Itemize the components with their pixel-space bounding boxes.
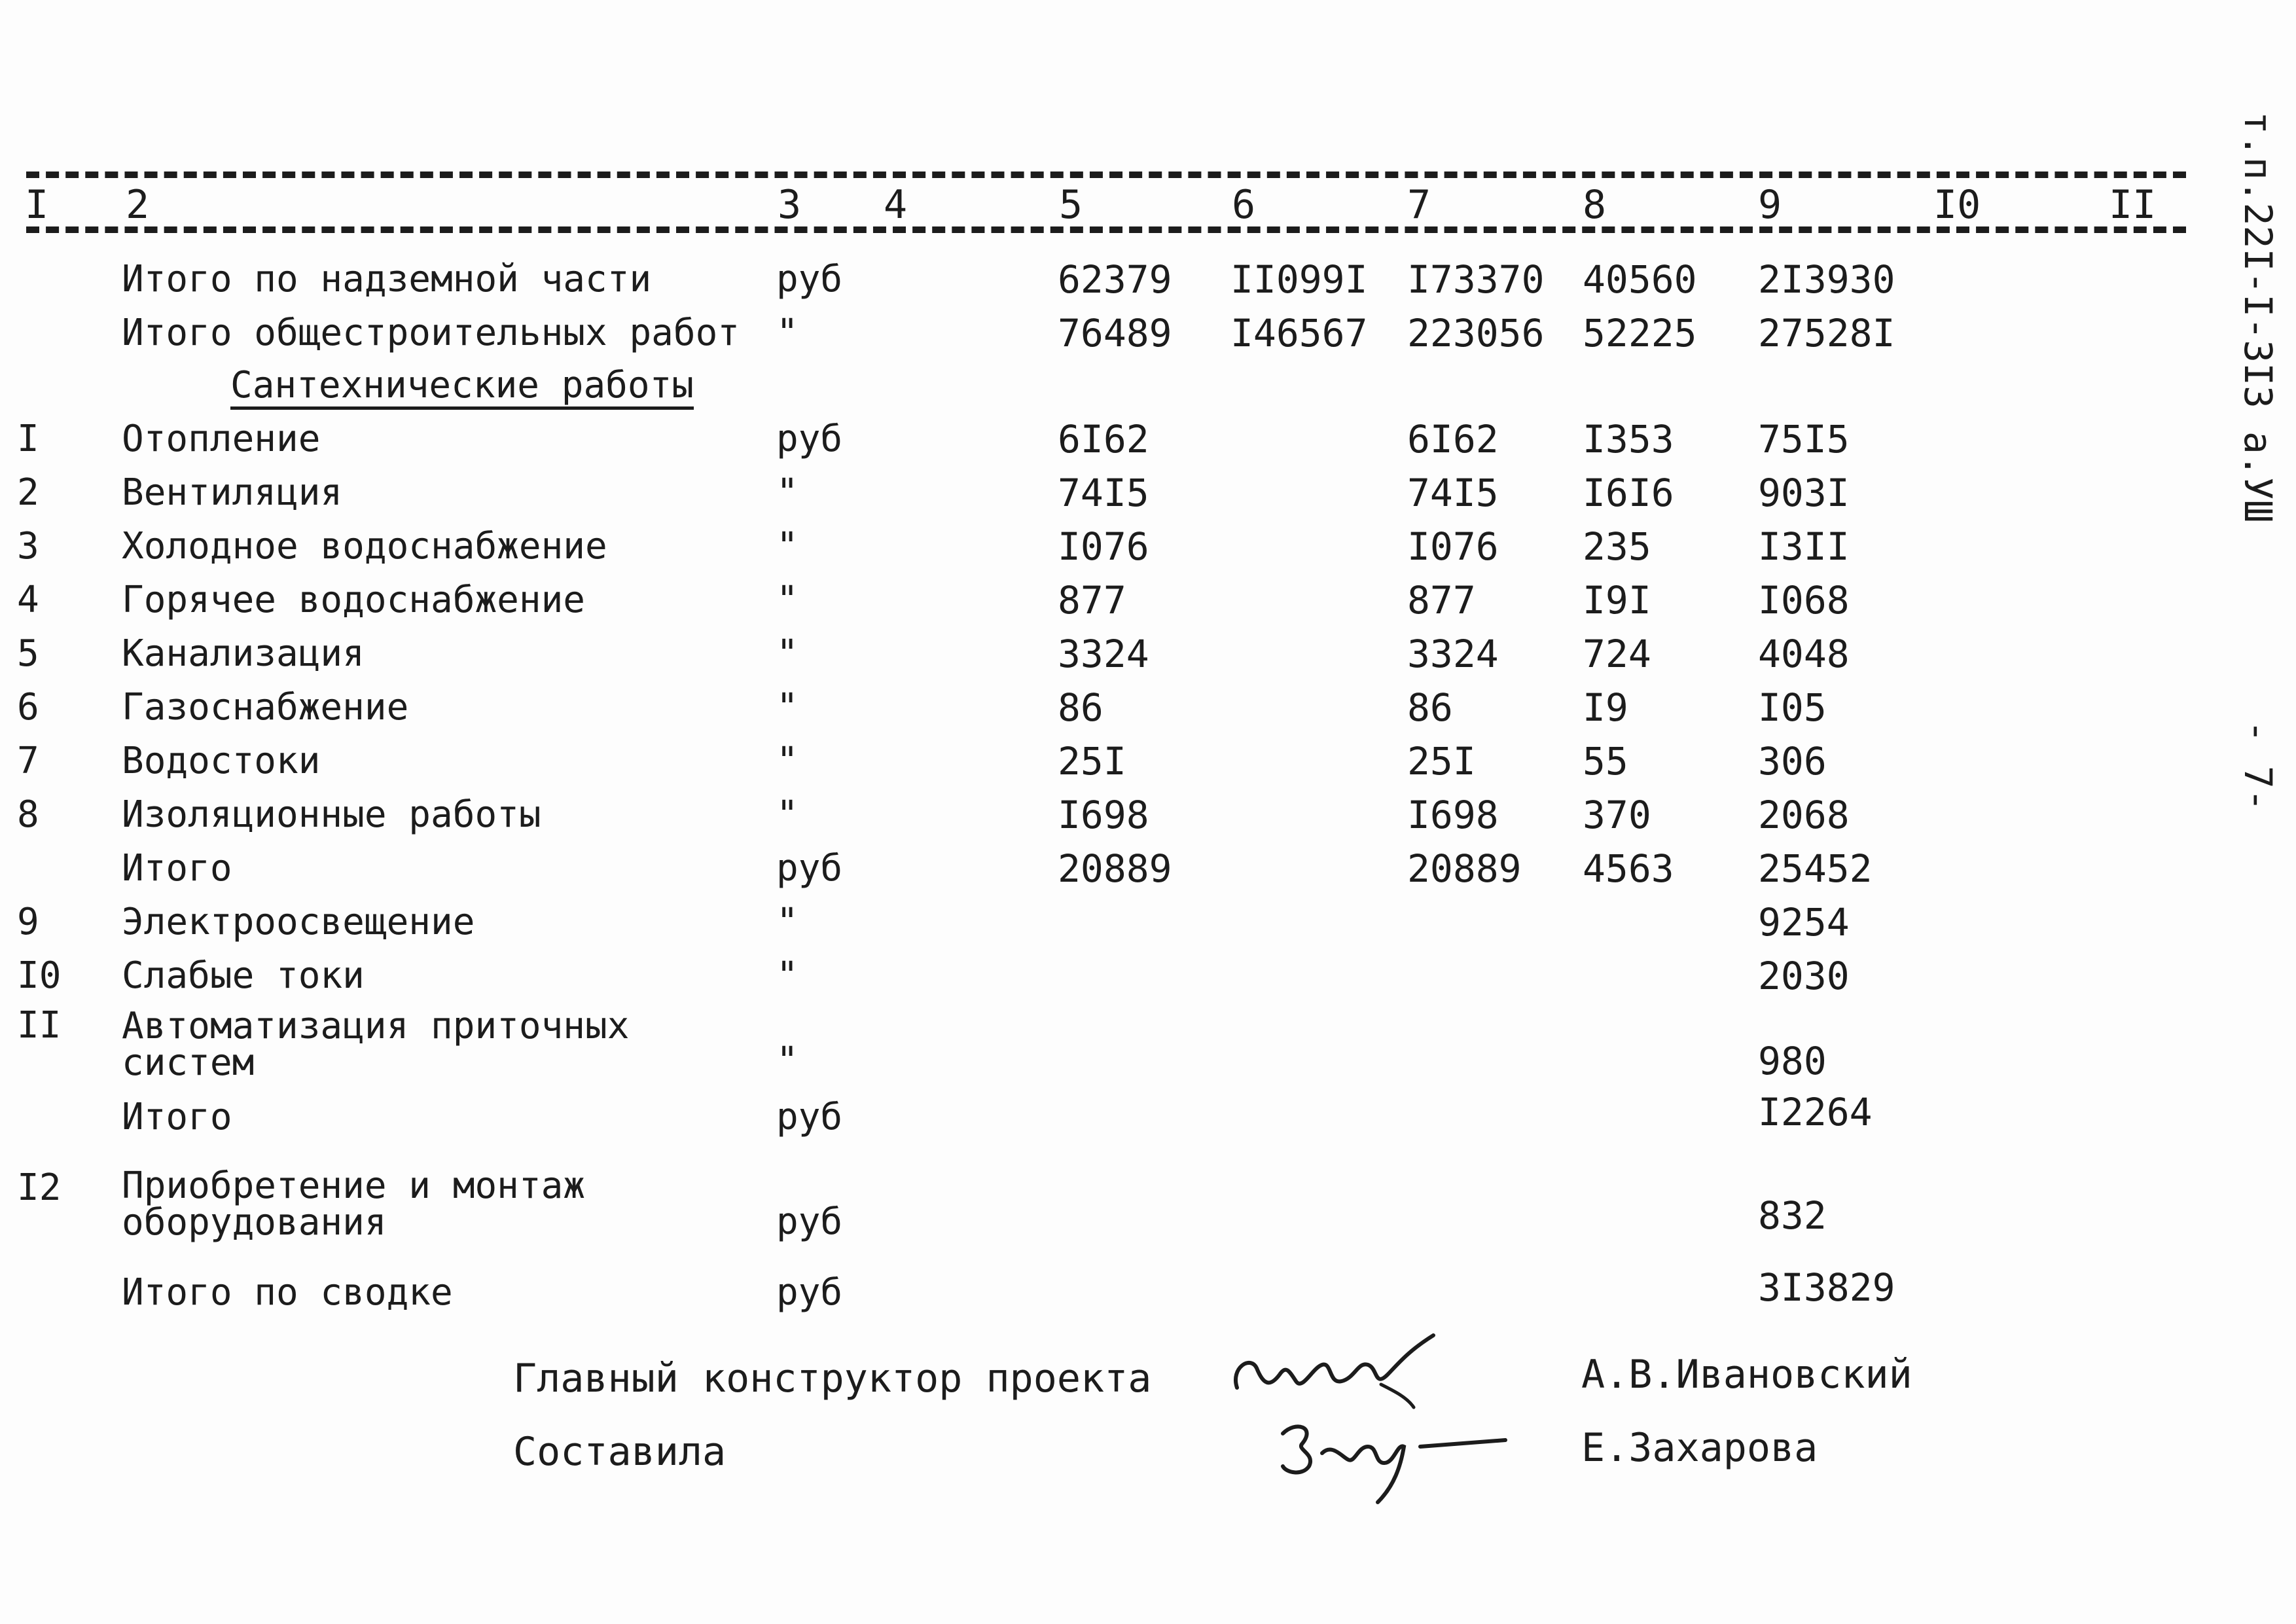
row-unit: " (776, 793, 798, 836)
row-col5: I698 (1058, 793, 1149, 837)
row-col8: 724 (1583, 632, 1651, 676)
row-unit: " (776, 525, 798, 568)
col-header-2: 2 (126, 182, 150, 228)
row-name-continued: систем (122, 1041, 255, 1084)
row-col8: I9I (1583, 578, 1651, 623)
row-col8: I9 (1583, 685, 1628, 730)
row-col9: 2I3930 (1758, 257, 1895, 302)
row-col6: II099I (1230, 257, 1368, 302)
row-col5: 86 (1058, 685, 1103, 730)
row-number: 7 (17, 740, 39, 782)
row-col8: 52225 (1583, 311, 1697, 355)
col-header-8: 8 (1583, 182, 1607, 228)
row-col9: 3I3829 (1758, 1265, 1895, 1310)
row-name: Отопление (122, 418, 321, 460)
row-col9: I068 (1758, 578, 1850, 623)
row-col9: 980 (1758, 1039, 1827, 1083)
row-col5: 20889 (1058, 846, 1172, 891)
row-col7: 86 (1407, 685, 1453, 730)
row-number: 8 (17, 793, 39, 836)
row-col7: I698 (1407, 793, 1499, 837)
row-col9: 27528I (1758, 311, 1895, 355)
chief-designer-name: А.В.Ивановский (1581, 1352, 1912, 1398)
row-number: I0 (17, 954, 62, 997)
row-col9: 75I5 (1758, 417, 1850, 461)
row-col7: 3324 (1407, 632, 1499, 676)
row-unit: руб (776, 847, 843, 890)
row-col8: 370 (1583, 793, 1651, 837)
page-number-text: - 7- (2236, 720, 2280, 812)
row-col5: 76489 (1058, 311, 1172, 355)
compiled-by-name: Е.Захарова (1581, 1425, 1818, 1471)
row-name: Итого по надземной части (122, 258, 652, 300)
header-rule-bottom (26, 226, 2186, 233)
row-col9: 25452 (1758, 846, 1873, 891)
row-number: I2 (17, 1166, 62, 1209)
col-header-4: 4 (884, 182, 908, 228)
row-unit: руб (776, 418, 843, 460)
col-header-6: 6 (1232, 182, 1256, 228)
col-header-3: 3 (778, 182, 802, 228)
row-col8: 40560 (1583, 257, 1697, 302)
row-name: Электроосвещение (122, 901, 475, 943)
signature-chief-image (1217, 1329, 1453, 1414)
row-col5: 74I5 (1058, 471, 1149, 515)
row-unit: руб (776, 1200, 843, 1243)
row-name: Слабые токи (122, 954, 365, 997)
row-col7: 25I (1407, 739, 1476, 784)
row-name: Горячее водоснабжение (122, 579, 586, 621)
row-unit: " (776, 1039, 798, 1082)
row-unit: " (776, 471, 798, 514)
row-name: Вентиляция (122, 471, 343, 514)
row-name: Изоляционные работы (122, 793, 541, 836)
compiled-by-title: Составила (513, 1429, 726, 1475)
col-header-7: 7 (1407, 182, 1431, 228)
row-col7: 6I62 (1407, 417, 1499, 461)
row-number: 4 (17, 579, 39, 621)
row-name: Итого (122, 1096, 232, 1138)
chief-designer-title: Главный конструктор проекта (513, 1356, 1152, 1401)
row-col9: I2264 (1758, 1090, 1873, 1134)
row-col8: 4563 (1583, 846, 1674, 891)
row-unit: " (776, 632, 798, 675)
row-col7: 74I5 (1407, 471, 1499, 515)
col-header-1: I (25, 182, 49, 228)
row-unit: " (776, 740, 798, 782)
row-name-continued: оборудования (122, 1201, 387, 1244)
col-header-11: II (2109, 182, 2157, 228)
row-name: Итого общестроительных работ (122, 312, 740, 354)
header-rule-top (26, 171, 2186, 178)
row-name: Водостоки (122, 740, 321, 782)
row-col9: 4048 (1758, 632, 1850, 676)
col-header-10: I0 (1933, 182, 1981, 228)
row-number: I (17, 418, 39, 460)
row-number: 3 (17, 525, 39, 568)
row-col7: I73370 (1407, 257, 1545, 302)
row-unit: " (776, 579, 798, 621)
row-col7: 877 (1407, 578, 1476, 623)
row-name: Приобретение и монтаж (122, 1164, 586, 1207)
row-col5: I076 (1058, 524, 1149, 569)
row-unit: руб (776, 1096, 843, 1138)
row-unit: руб (776, 258, 843, 300)
row-col5: 6I62 (1058, 417, 1149, 461)
side-code-text: т.п.22I-I-3I3 а.УШ (2236, 111, 2280, 523)
row-name: Итого (122, 847, 232, 890)
row-number: 5 (17, 632, 39, 675)
row-col9: 2030 (1758, 954, 1850, 998)
row-number: II (17, 1004, 62, 1047)
row-col5: 3324 (1058, 632, 1149, 676)
row-col8: I353 (1583, 417, 1674, 461)
row-name: Итого по сводке (122, 1271, 453, 1314)
signature-compiler-image (1270, 1407, 1518, 1506)
row-unit: " (776, 901, 798, 943)
row-unit: " (776, 954, 798, 997)
row-unit: " (776, 686, 798, 729)
row-unit: руб (776, 1271, 843, 1314)
row-number: 9 (17, 901, 39, 943)
page-number (2238, 720, 2278, 825)
row-col5: 62379 (1058, 257, 1172, 302)
row-col5: 25I (1058, 739, 1126, 784)
row-col7: 20889 (1407, 846, 1522, 891)
row-col7: 223056 (1407, 311, 1545, 355)
row-col9: 832 (1758, 1193, 1827, 1238)
row-col9: I3II (1758, 524, 1850, 569)
row-name: Автоматизация приточных (122, 1005, 630, 1047)
row-col7: I076 (1407, 524, 1499, 569)
row-name: Канализация (122, 632, 365, 675)
row-col9: 903I (1758, 471, 1850, 515)
col-header-9: 9 (1758, 182, 1782, 228)
row-col8: 55 (1583, 739, 1628, 784)
section-heading: Сантехнические работы (230, 364, 694, 406)
row-name: Газоснабжение (122, 686, 409, 729)
side-code-stamp (2238, 111, 2278, 609)
row-col8: 235 (1583, 524, 1651, 569)
row-col8: I6I6 (1583, 471, 1674, 515)
row-col6: I46567 (1230, 311, 1368, 355)
row-col5: 877 (1058, 578, 1126, 623)
row-unit: " (776, 312, 798, 354)
col-header-5: 5 (1059, 182, 1083, 228)
row-col9: 306 (1758, 739, 1827, 784)
row-number: 2 (17, 471, 39, 514)
row-col9: 2068 (1758, 793, 1850, 837)
row-number: 6 (17, 686, 39, 729)
row-col9: 9254 (1758, 900, 1850, 945)
row-name: Холодное водоснабжение (122, 525, 607, 568)
row-col9: I05 (1758, 685, 1827, 730)
